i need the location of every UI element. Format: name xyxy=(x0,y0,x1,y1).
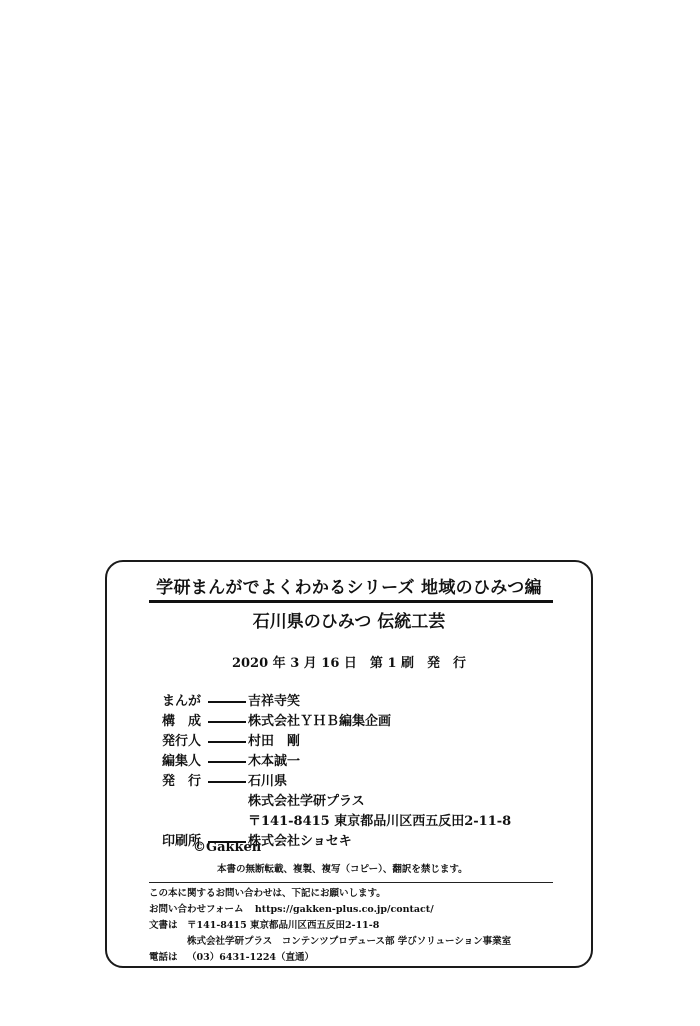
credit-label: 発 行 xyxy=(162,774,202,789)
credit-value: 株式会社ＹＨＢ編集企画 xyxy=(248,714,392,729)
leader-line xyxy=(208,701,246,703)
contact-phone-label: 電話は xyxy=(149,952,178,963)
credit-label: 構 成 xyxy=(162,714,202,729)
contact-intro: この本に関するお問い合わせは、下記にお願いします。 xyxy=(149,888,386,899)
book-title: 石川県のひみつ 伝統工芸 xyxy=(252,612,446,632)
credit-row-issuer xyxy=(162,732,300,752)
contact-doc-row xyxy=(149,918,379,934)
credit-label: 編集人 xyxy=(162,754,202,769)
credit-row-editor xyxy=(162,752,300,772)
credit-value: 村田 剛 xyxy=(248,734,301,749)
credit-label: 発行人 xyxy=(162,734,202,749)
credit-label: まんが xyxy=(162,694,202,709)
credit-value: 石川県 xyxy=(248,774,288,789)
publication-date: 2020 年 3 月 16 日 第 1 刷 発 行 xyxy=(231,656,467,671)
contact-form-label: お問い合わせフォーム xyxy=(149,904,244,915)
leader-line xyxy=(208,781,246,783)
credit-row-composition xyxy=(162,712,391,732)
credit-row-publisher xyxy=(162,772,287,792)
copyright: ©Gakken xyxy=(193,840,262,855)
series-title: 学研まんがでよくわかるシリーズ 地域のひみつ編 xyxy=(156,578,542,598)
colophon-box xyxy=(105,560,593,968)
credit-value: 株式会社ショセキ xyxy=(248,834,352,849)
contact-doc-label: 文書は xyxy=(149,920,178,931)
divider xyxy=(149,882,553,883)
credit-value: 吉祥寺笑 xyxy=(248,694,301,709)
contact-form-url[interactable]: https://gakken-plus.co.jp/contact/ xyxy=(254,904,434,915)
publisher-address: 〒141-8415 東京都品川区西五反田2-11-8 xyxy=(248,814,512,829)
contact-doc-address: 〒141-8415 東京都品川区西五反田2-11-8 xyxy=(187,920,380,931)
credit-value: 木本誠一 xyxy=(248,754,301,769)
credit-row-manga xyxy=(162,692,300,712)
contact-phone-number: （03）6431-1224（直通） xyxy=(187,952,315,963)
credit-label: 印刷所 xyxy=(162,834,202,849)
leader-line xyxy=(208,741,246,743)
contact-department: 株式会社学研プラス コンテンツプロデュース部 学びソリューション事業室 xyxy=(187,936,512,947)
publisher-name: 株式会社学研プラス xyxy=(248,794,365,809)
leader-line xyxy=(208,761,246,763)
rights-notice: 本書の無断転載、複製、複写（コピー）、翻訳を禁じます。 xyxy=(217,864,468,875)
leader-line xyxy=(208,721,246,723)
contact-phone-row xyxy=(149,950,314,966)
contact-form-row xyxy=(149,902,434,918)
title-rule xyxy=(149,600,553,603)
